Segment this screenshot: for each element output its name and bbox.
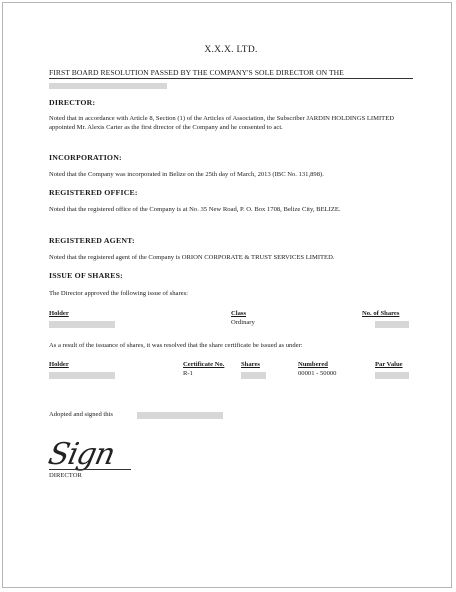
issue-of-shares-heading: ISSUE OF SHARES: bbox=[49, 271, 123, 280]
table2-header-shares: Shares bbox=[241, 361, 260, 368]
redacted-holder-2 bbox=[49, 372, 115, 379]
redacted-par-value bbox=[375, 372, 409, 379]
redacted-date bbox=[49, 83, 167, 89]
result-text: As a result of the issuance of shares, it was resolved that the share certificate be issued as under: bbox=[49, 342, 303, 349]
registered-agent-text: Noted that the registered agent of the Company is ORION CORPORATE & TRUST SERVICES LIMITED. bbox=[49, 254, 335, 261]
table2-certificate-value: R-1 bbox=[183, 370, 193, 377]
redacted-adoption-date bbox=[137, 412, 223, 419]
table2-header-numbered: Numbered bbox=[298, 361, 328, 368]
table1-header-class: Class bbox=[231, 310, 247, 317]
director-text: Noted that in accordance with Article 8, Section (1) of the Articles of Association, the Subscriber JARDIN HOLDINGS LIMITED appointed Mr. Alexis Carter as the first director of the Company and he consented to act. bbox=[49, 115, 394, 131]
table2-header-par-value: Par Value bbox=[375, 361, 403, 368]
incorporation-text: Noted that the Company was incorporated in Belize on the 25th day of March, 2013 (IBC No. 131,898). bbox=[49, 171, 324, 178]
redacted-holder bbox=[49, 321, 115, 328]
resolution-title bbox=[49, 67, 413, 90]
resolution-title-text: FIRST BOARD RESOLUTION PASSED BY THE COMPANY'S SOLE DIRECTOR ON THE bbox=[49, 67, 413, 79]
table2-header-holder: Holder bbox=[49, 361, 69, 368]
table2-header-certificate: Certificate No. bbox=[183, 361, 225, 368]
document-page bbox=[2, 2, 452, 588]
registered-agent-heading: REGISTERED AGENT: bbox=[49, 236, 135, 245]
issue-intro-text: The Director approved the following issue of shares: bbox=[49, 290, 188, 297]
signature-line bbox=[49, 469, 131, 470]
redacted-shares bbox=[375, 321, 409, 328]
registered-office-heading: REGISTERED OFFICE: bbox=[49, 188, 138, 197]
table1-header-shares: No. of Shares bbox=[362, 310, 400, 317]
table1-header-holder: Holder bbox=[49, 310, 69, 317]
adopted-text: Adopted and signed this bbox=[49, 411, 113, 418]
table1-class-value: Ordinary bbox=[231, 319, 255, 326]
signature-label: DIRECTOR bbox=[49, 472, 82, 479]
company-name: X.X.X. LTD. bbox=[204, 45, 258, 55]
table2-numbered-value: 00001 - 50000 bbox=[298, 370, 337, 377]
redacted-shares-2 bbox=[241, 372, 266, 379]
director-heading: DIRECTOR: bbox=[49, 98, 96, 107]
signature: Sign bbox=[45, 437, 118, 472]
incorporation-heading: INCORPORATION: bbox=[49, 153, 122, 162]
registered-office-text: Noted that the registered office of the Company is at No. 35 New Road, P. O. Box 1708, Belize City, BELIZE. bbox=[49, 206, 341, 213]
